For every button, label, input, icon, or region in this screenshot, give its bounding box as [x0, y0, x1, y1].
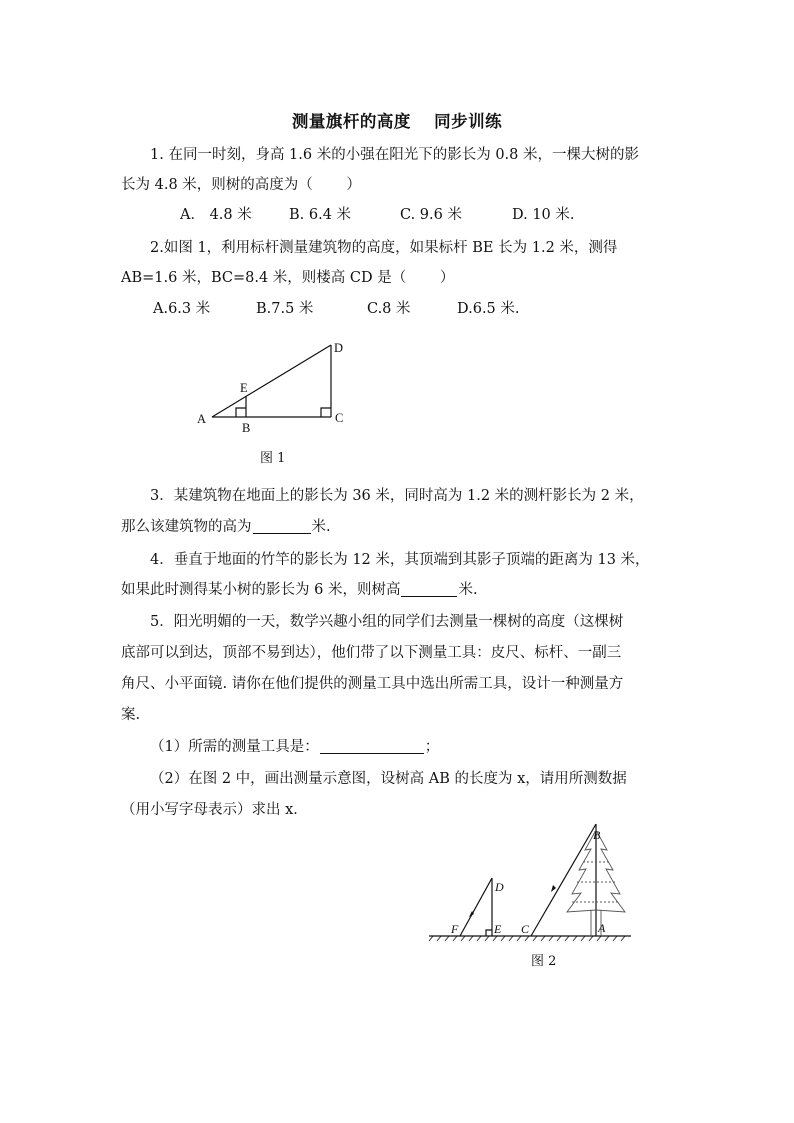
q4-line1: 4．垂直于地面的竹竿的影长为 12 米，其顶端到其影子顶端的距离为 13 米，: [150, 552, 650, 568]
fig2-label-b: B: [593, 828, 601, 842]
q5-line4: 案.: [121, 707, 141, 723]
q4-answer-blank[interactable]: [401, 580, 457, 597]
q4-line2-text: 如果此时测得某小树的影长为 6 米，则树高: [121, 582, 401, 598]
fig2-label-f: F: [451, 922, 459, 936]
q1-line1: 1. 在同一时刻，身高 1.6 米的小强在阳光下的影长为 0.8 米，一棵大树的影: [150, 147, 639, 163]
q2-option-a: A.6.3 米: [153, 301, 211, 317]
q3-line1: 3．某建筑物在地面上的影长为 36 米，同时高为 1.2 米的测杆影长为 2 米，: [150, 488, 644, 504]
fig1-right-angle-c: [321, 408, 331, 417]
q5-sub1-text: （1）所需的测量工具是：: [150, 739, 319, 755]
q2-line2: AB=1.6 米，BC=8.4 米，则楼高 CD 是（ ）: [121, 270, 455, 286]
q5-sub1: [150, 737, 439, 757]
q4-line2-unit: 米.: [458, 582, 478, 598]
q3-answer-blank[interactable]: [253, 517, 311, 534]
q1-option-a: A． 4.8 米: [180, 207, 252, 223]
q1-option-b: B. 6.4 米: [289, 207, 352, 223]
q5-sub2-line2: （用小写字母表示）求出 x．: [121, 802, 308, 818]
fig2-label-c: C: [521, 922, 530, 936]
q5-line2: 底部可以到达，顶部不易到达），他们带了以下测量工具：皮尺、标杆、一副三: [121, 645, 622, 661]
fig1-label-d: D: [334, 341, 344, 355]
fig2-right-angle-e: [486, 930, 492, 936]
q5-line3: 角尺、小平面镜. 请你在他们提供的测量工具中选出所需工具，设计一种测量方: [121, 676, 624, 692]
fig2-label-e: E: [494, 922, 502, 936]
q5-line1: 5．阳光明媚的一天，数学兴趣小组的同学们去测量一棵树的高度（这棵树: [150, 614, 624, 630]
q5-sub2-line1: （2）在图 2 中，画出测量示意图，设树高 AB 的长度为 x，请用所测数据: [150, 771, 627, 787]
figure-2-caption: 图 2: [531, 954, 557, 969]
q1-line2: 长为 4.8 米，则树的高度为（ ）: [121, 177, 361, 193]
fig2-arrow-bc: [551, 885, 556, 892]
page-title: 测量旗杆的高度 同步训练: [291, 112, 503, 131]
q3-line2-text: 那么该建筑物的高为: [121, 519, 252, 535]
fig2-ray-bc: [531, 824, 596, 936]
fig1-label-e: E: [240, 381, 248, 395]
q2-option-d: D.6.5 米.: [457, 301, 520, 317]
fig2-label-a: A: [598, 921, 606, 935]
fig1-label-a: A: [197, 412, 207, 426]
q2-option-c: C.8 米: [367, 301, 411, 317]
fig2-label-d: D: [495, 880, 504, 894]
fig2-ray-df: [460, 878, 492, 936]
fig1-hypotenuse-ad: [212, 345, 331, 417]
fig2-ground-hatching: [429, 936, 625, 941]
figure-2-diagram: [425, 818, 635, 948]
fig1-label-b: B: [242, 421, 251, 435]
fig1-right-angle-b: [236, 408, 246, 417]
q5-sub1-end: ；: [424, 739, 440, 755]
q2-line1: 2.如图 1，利用标杆测量建筑物的高度，如果标杆 BE 长为 1.2 米，测得: [150, 240, 618, 256]
q3-line2-unit: 米.: [311, 519, 331, 535]
q5-tools-answer-blank[interactable]: [320, 737, 424, 754]
figure-1-diagram: [190, 335, 360, 435]
q2-option-b: B.7.5 米: [256, 301, 314, 317]
figure-1-caption: 图 1: [260, 451, 286, 466]
q1-option-d: D. 10 米.: [512, 207, 575, 223]
q1-option-c: C. 9.6 米: [400, 207, 462, 223]
fig1-label-c: C: [335, 411, 344, 425]
q4-line2: [121, 580, 478, 600]
q3-line2: [121, 517, 331, 537]
